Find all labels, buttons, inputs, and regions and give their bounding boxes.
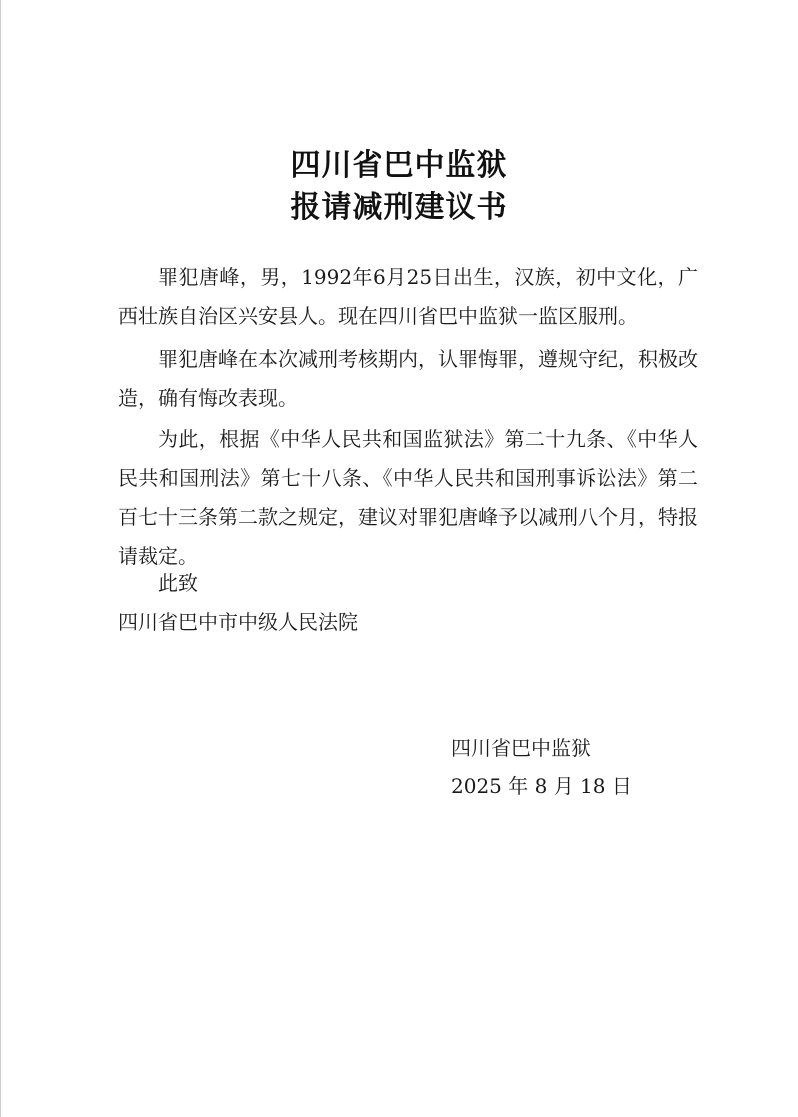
document-title-line-2: 报请减刑建议书 — [290, 190, 508, 225]
document-date: 2025 年 8 月 18 日 — [451, 774, 632, 798]
paragraph-personal-info — [118, 258, 698, 336]
recipient-court: 四川省巴中市中级人民法院 — [118, 610, 358, 634]
paragraph-performance — [118, 340, 698, 418]
paragraph-text: 罪犯唐峰，男，1992年6月25日出生，汉族，初中文化，广西壮族自治区兴安县人。现在四川省巴中监狱一监区服刑。 — [118, 265, 698, 328]
paragraph-text: 罪犯唐峰在本次减刑考核期内，认罪悔罪，遵规守纪，积极改造，确有悔改表现。 — [118, 347, 698, 410]
salutation: 此致 — [158, 571, 198, 595]
document-title-line-1: 四川省巴中监狱 — [290, 148, 508, 183]
paragraph-text: 为此，根据《中华人民共和国监狱法》第二十九条、《中华人民共和国刑法》第七十八条、《中华人民共和国刑事诉讼法》第二百七十三条第二款之规定，建议对罪犯唐峰予以减刑八个月，特报请裁定。 — [118, 427, 698, 568]
paragraph-legal-basis — [118, 420, 698, 576]
signer-institution: 四川省巴中监狱 — [451, 736, 591, 760]
